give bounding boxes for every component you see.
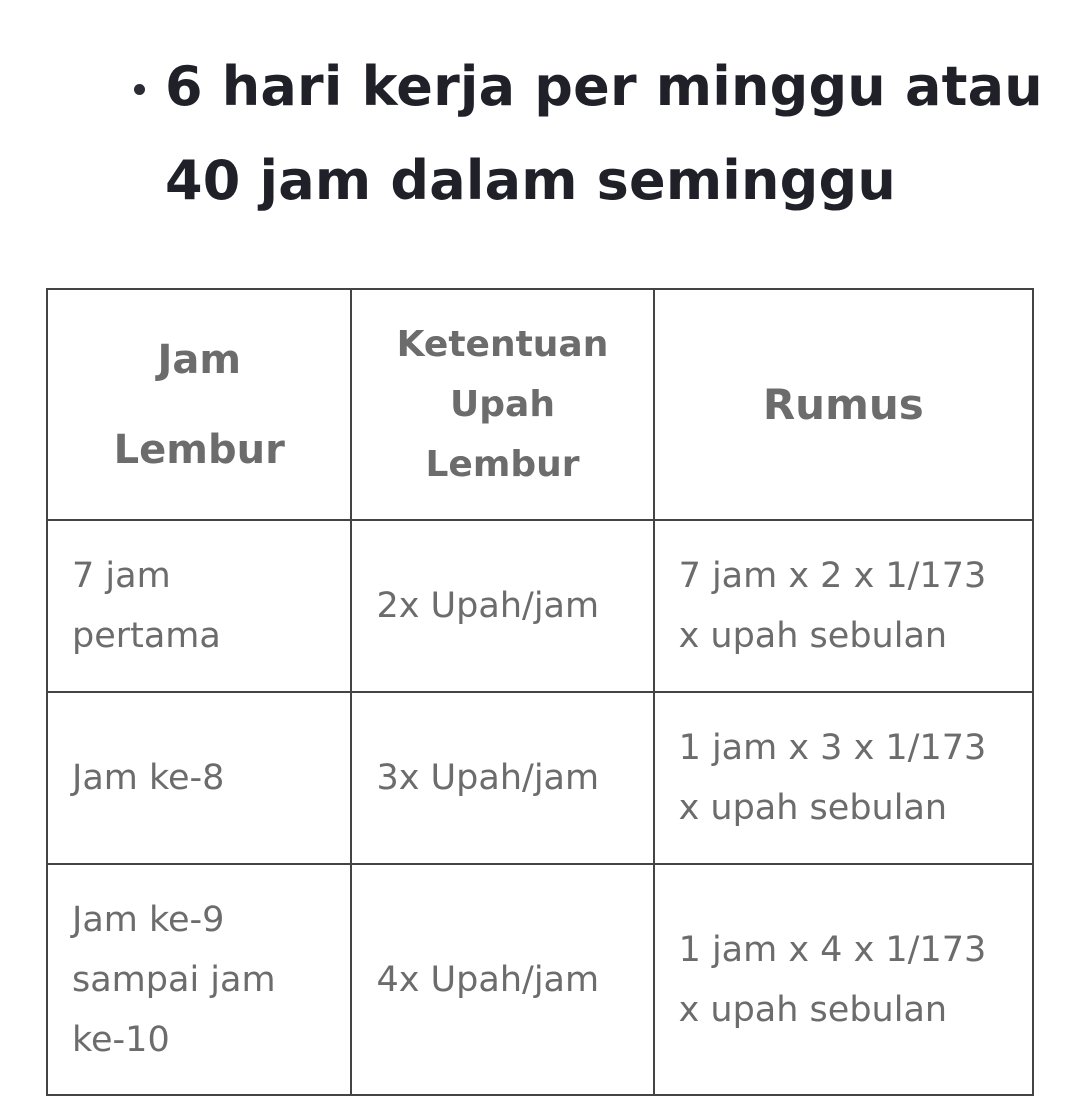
bullet-section [0, 40, 1080, 228]
bullet-dot-icon [134, 84, 145, 95]
bullet-item [165, 40, 1045, 228]
bullet-list [0, 40, 1080, 228]
cell-jam: Jam ke-8 [47, 692, 351, 864]
cell-rumus: 1 jam x 3 x 1/173 x upah sebulan [654, 692, 1033, 864]
header-jam-lembur: Jam Lembur [47, 289, 351, 520]
cell-jam: Jam ke-9 sampai jam ke-10 [47, 864, 351, 1095]
bullet-line-1: 6 hari kerja per minggu atau [165, 55, 1043, 118]
table-row [47, 520, 1033, 692]
header-ketentuan-upah-lembur: Ketentuan Upah Lembur [351, 289, 653, 520]
cell-ketentuan: 2x Upah/jam [351, 520, 653, 692]
cell-ketentuan: 4x Upah/jam [351, 864, 653, 1095]
header-rumus: Rumus [654, 289, 1033, 520]
cell-rumus: 1 jam x 4 x 1/173 x upah sebulan [654, 864, 1033, 1095]
table-header-row [47, 289, 1033, 520]
overtime-table [46, 288, 1034, 1096]
cell-jam: 7 jam pertama [47, 520, 351, 692]
bullet-line-2: 40 jam dalam seminggu [165, 149, 897, 212]
table-row [47, 864, 1033, 1095]
cell-ketentuan: 3x Upah/jam [351, 692, 653, 864]
table-row [47, 692, 1033, 864]
cell-rumus: 7 jam x 2 x 1/173 x upah sebulan [654, 520, 1033, 692]
